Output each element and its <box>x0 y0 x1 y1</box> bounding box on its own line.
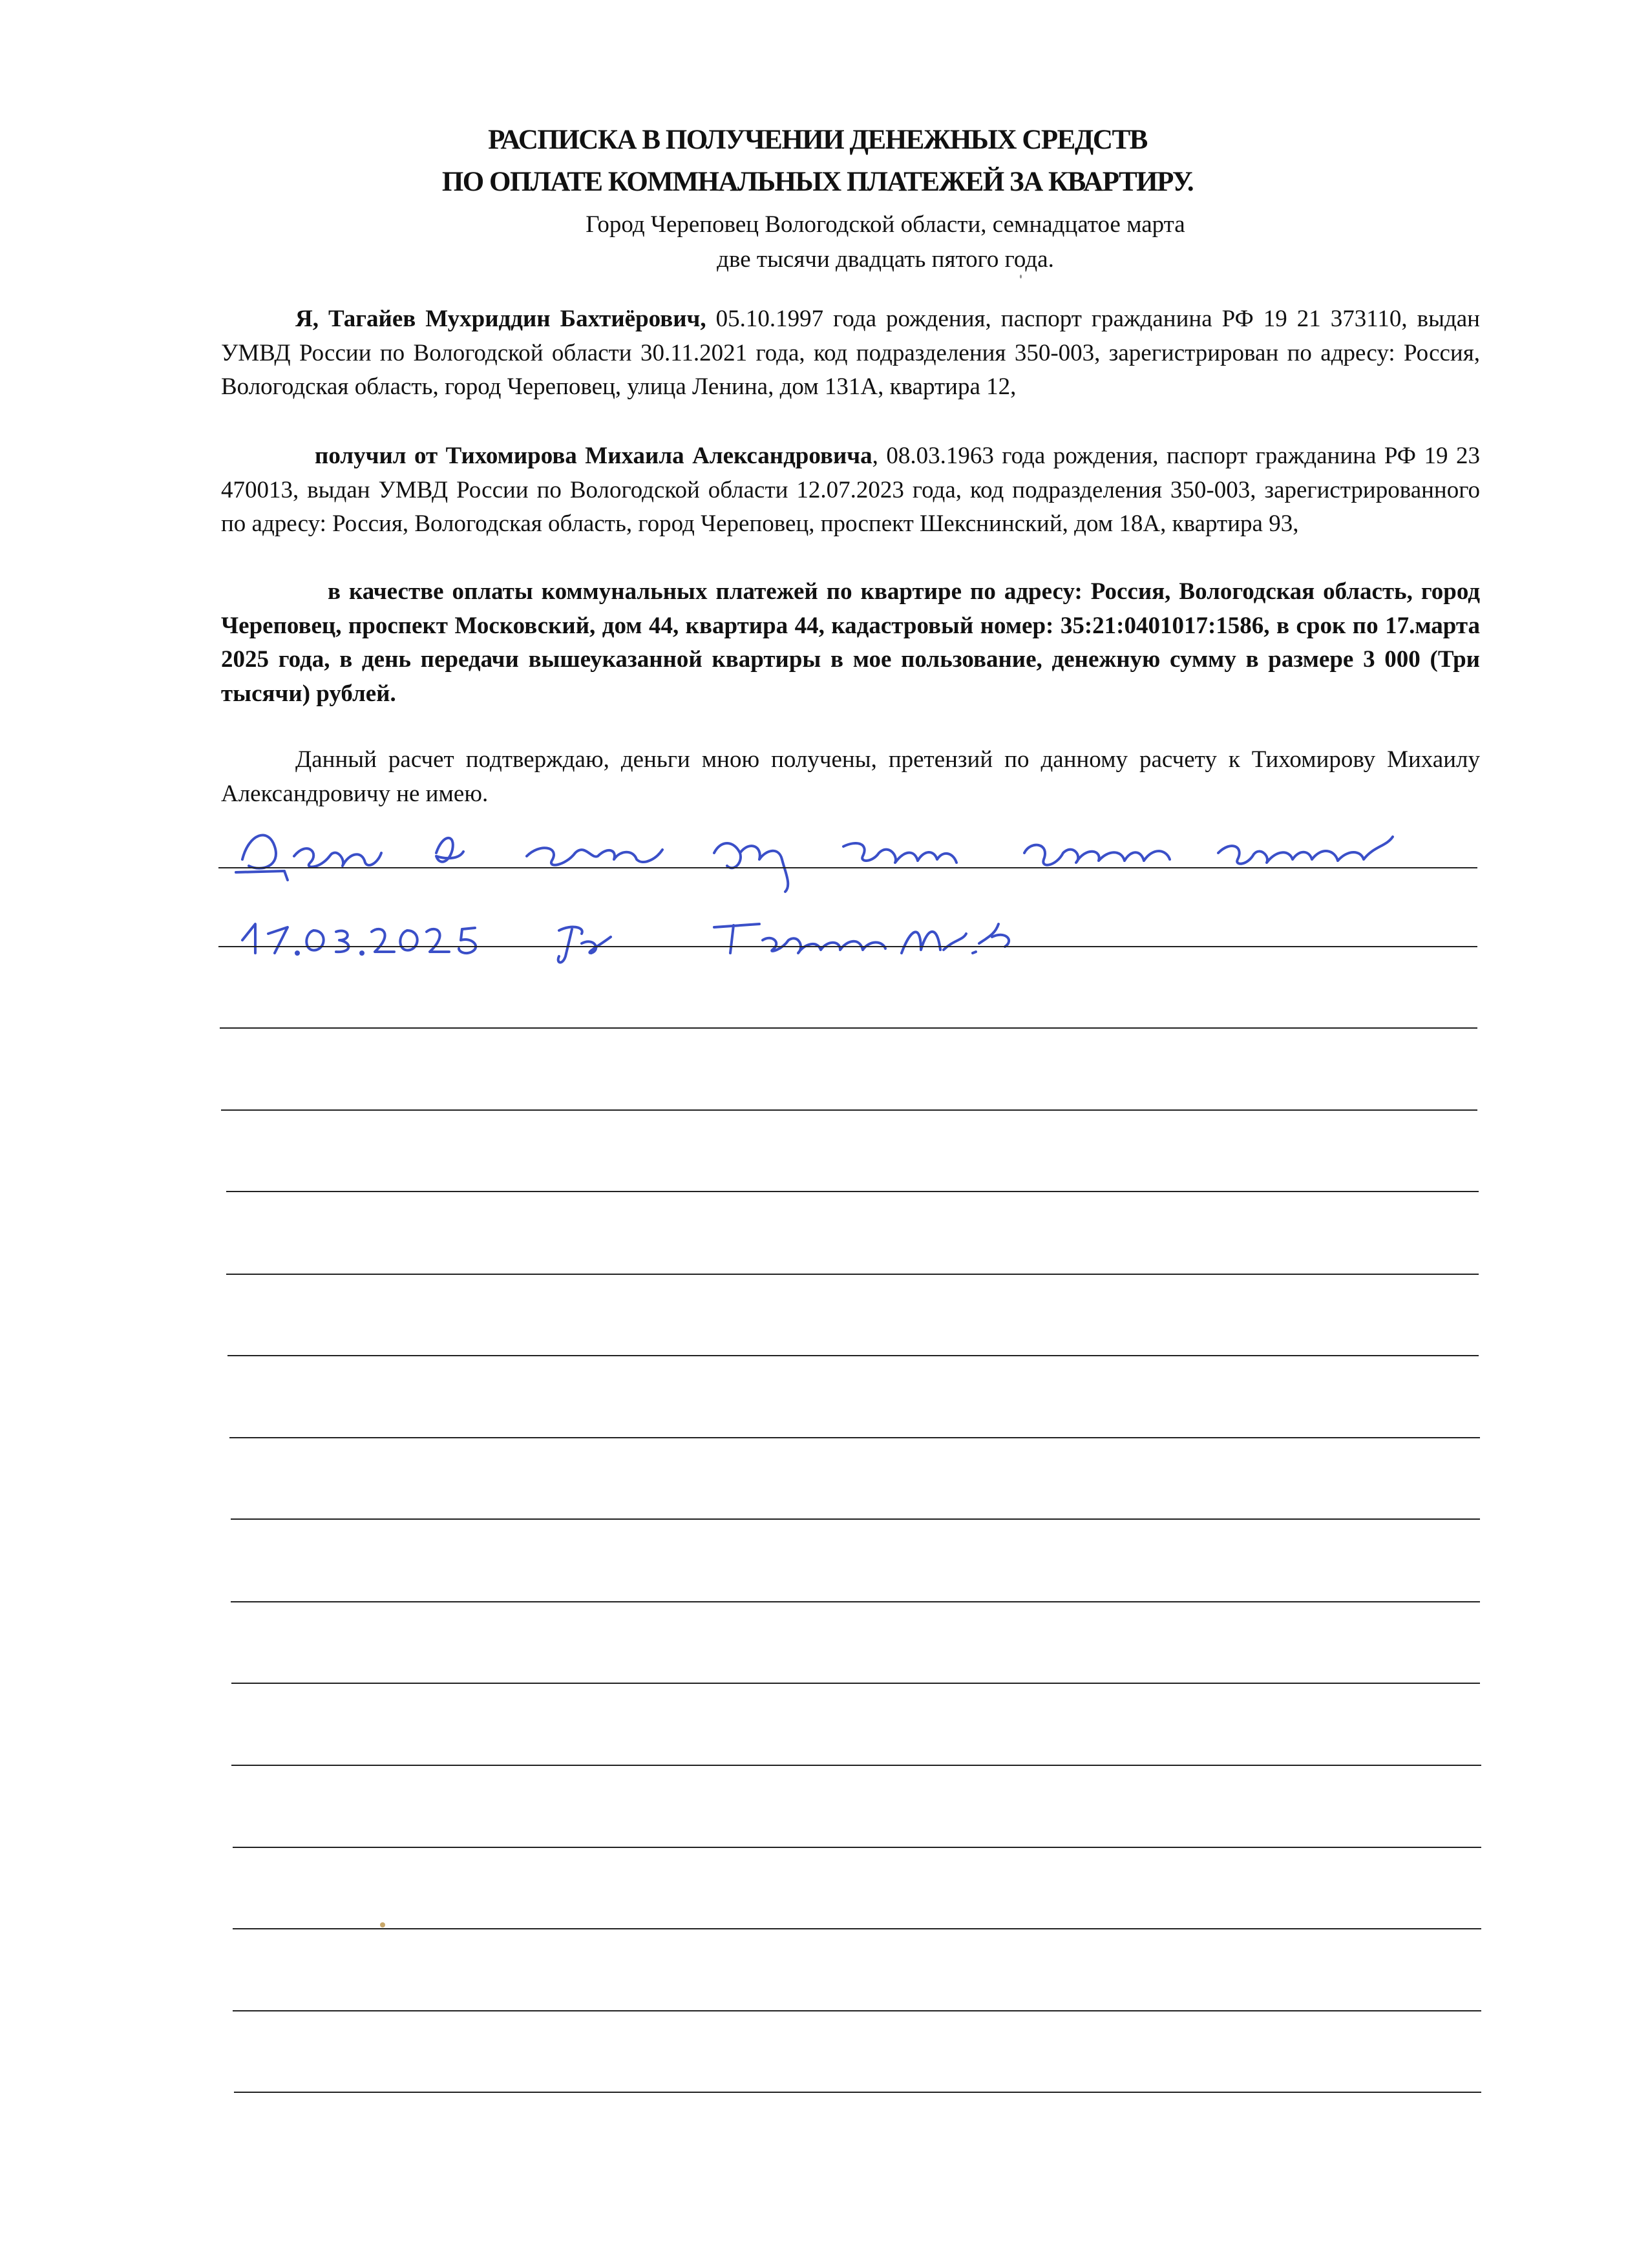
ruled-line <box>226 1274 1479 1275</box>
ruled-line <box>226 1191 1479 1192</box>
ruled-line <box>233 2010 1481 2011</box>
payer-details: , 08.03.1963 года рождения, паспорт гражданина РФ 19 23 470013, выдан УМВД России по Вологодской области 12.07.2023 года, код подразделения 350-003, зарегистрированного по адресу: Россия, Вологодская область, город Череповец, проспект Шекснинский, дом 18А, квартира 93, <box>221 443 1480 537</box>
payment-purpose-text: в качестве оплаты коммунальных платежей по квартире по адресу: Россия, Вологодская область, город Череповец, проспект Московский, дом 44, квартира 44, кадастровый номер: 35:21:0401017:1586, в срок по 17.марта 2025 года, в день передачи вышеуказанной квартиры в мое пользование, денежную сумму в размере 3 000 (Три тысячи) рублей. <box>221 578 1480 707</box>
paragraph-confirmation <box>221 743 1480 811</box>
ruled-line <box>227 1355 1479 1356</box>
paragraph-recipient <box>221 302 1480 404</box>
ruled-line <box>234 2092 1481 2093</box>
recipient-name: Я, Тагайев Мухриддин Бахтиёрович, <box>295 306 706 332</box>
recipient-details: 05.10.1997 года рождения, паспорт гражданина РФ 19 21 373110, выдан УМВД России по Вологодской области 30.11.2021 года, код подразделения 350-003, зарегистрирован по адресу: Россия, Вологодская область, город Череповец, улица Ленина, дом 131А, квартира 12, <box>221 306 1480 400</box>
ruled-line <box>233 1847 1481 1848</box>
place-date-line-1: Город Череповец Вологодской области, семнадцатое марта <box>586 211 1185 238</box>
handwritten-note <box>223 821 1483 982</box>
confirmation-text: Данный расчет подтверждаю, деньги мною получены, претензий по данному расчету к Тихомирову Михаилу Александровичу не имею. <box>221 746 1480 807</box>
paper-speck <box>380 1922 385 1927</box>
ruled-line <box>220 1027 1477 1029</box>
ruled-line <box>231 1683 1480 1684</box>
place-date-line-2: две тысячи двадцать пятого года. <box>717 246 1054 273</box>
ruled-line <box>231 1765 1481 1766</box>
ruled-line <box>218 867 1477 868</box>
document-title-line-2: ПО ОПЛАТЕ КОММНАЛЬНЫХ ПЛАТЕЖЕЙ ЗА КВАРТИРУ. <box>441 167 1194 197</box>
ruled-line <box>229 1437 1480 1438</box>
ruled-line <box>218 946 1477 947</box>
payer-name: получил от Тихомирова Михаила Александровича <box>315 443 872 469</box>
ruled-line <box>221 1109 1477 1111</box>
ruled-line <box>231 1518 1480 1520</box>
paragraph-payment-purpose <box>221 575 1480 711</box>
paper-speck <box>1020 275 1022 278</box>
ruled-line <box>233 1928 1481 1929</box>
ruled-line <box>231 1601 1480 1602</box>
paragraph-payer <box>221 439 1480 541</box>
document-title-line-1: РАСПИСКА В ПОЛУЧЕНИИ ДЕНЕЖНЫХ СРЕДСТВ <box>488 125 1147 155</box>
